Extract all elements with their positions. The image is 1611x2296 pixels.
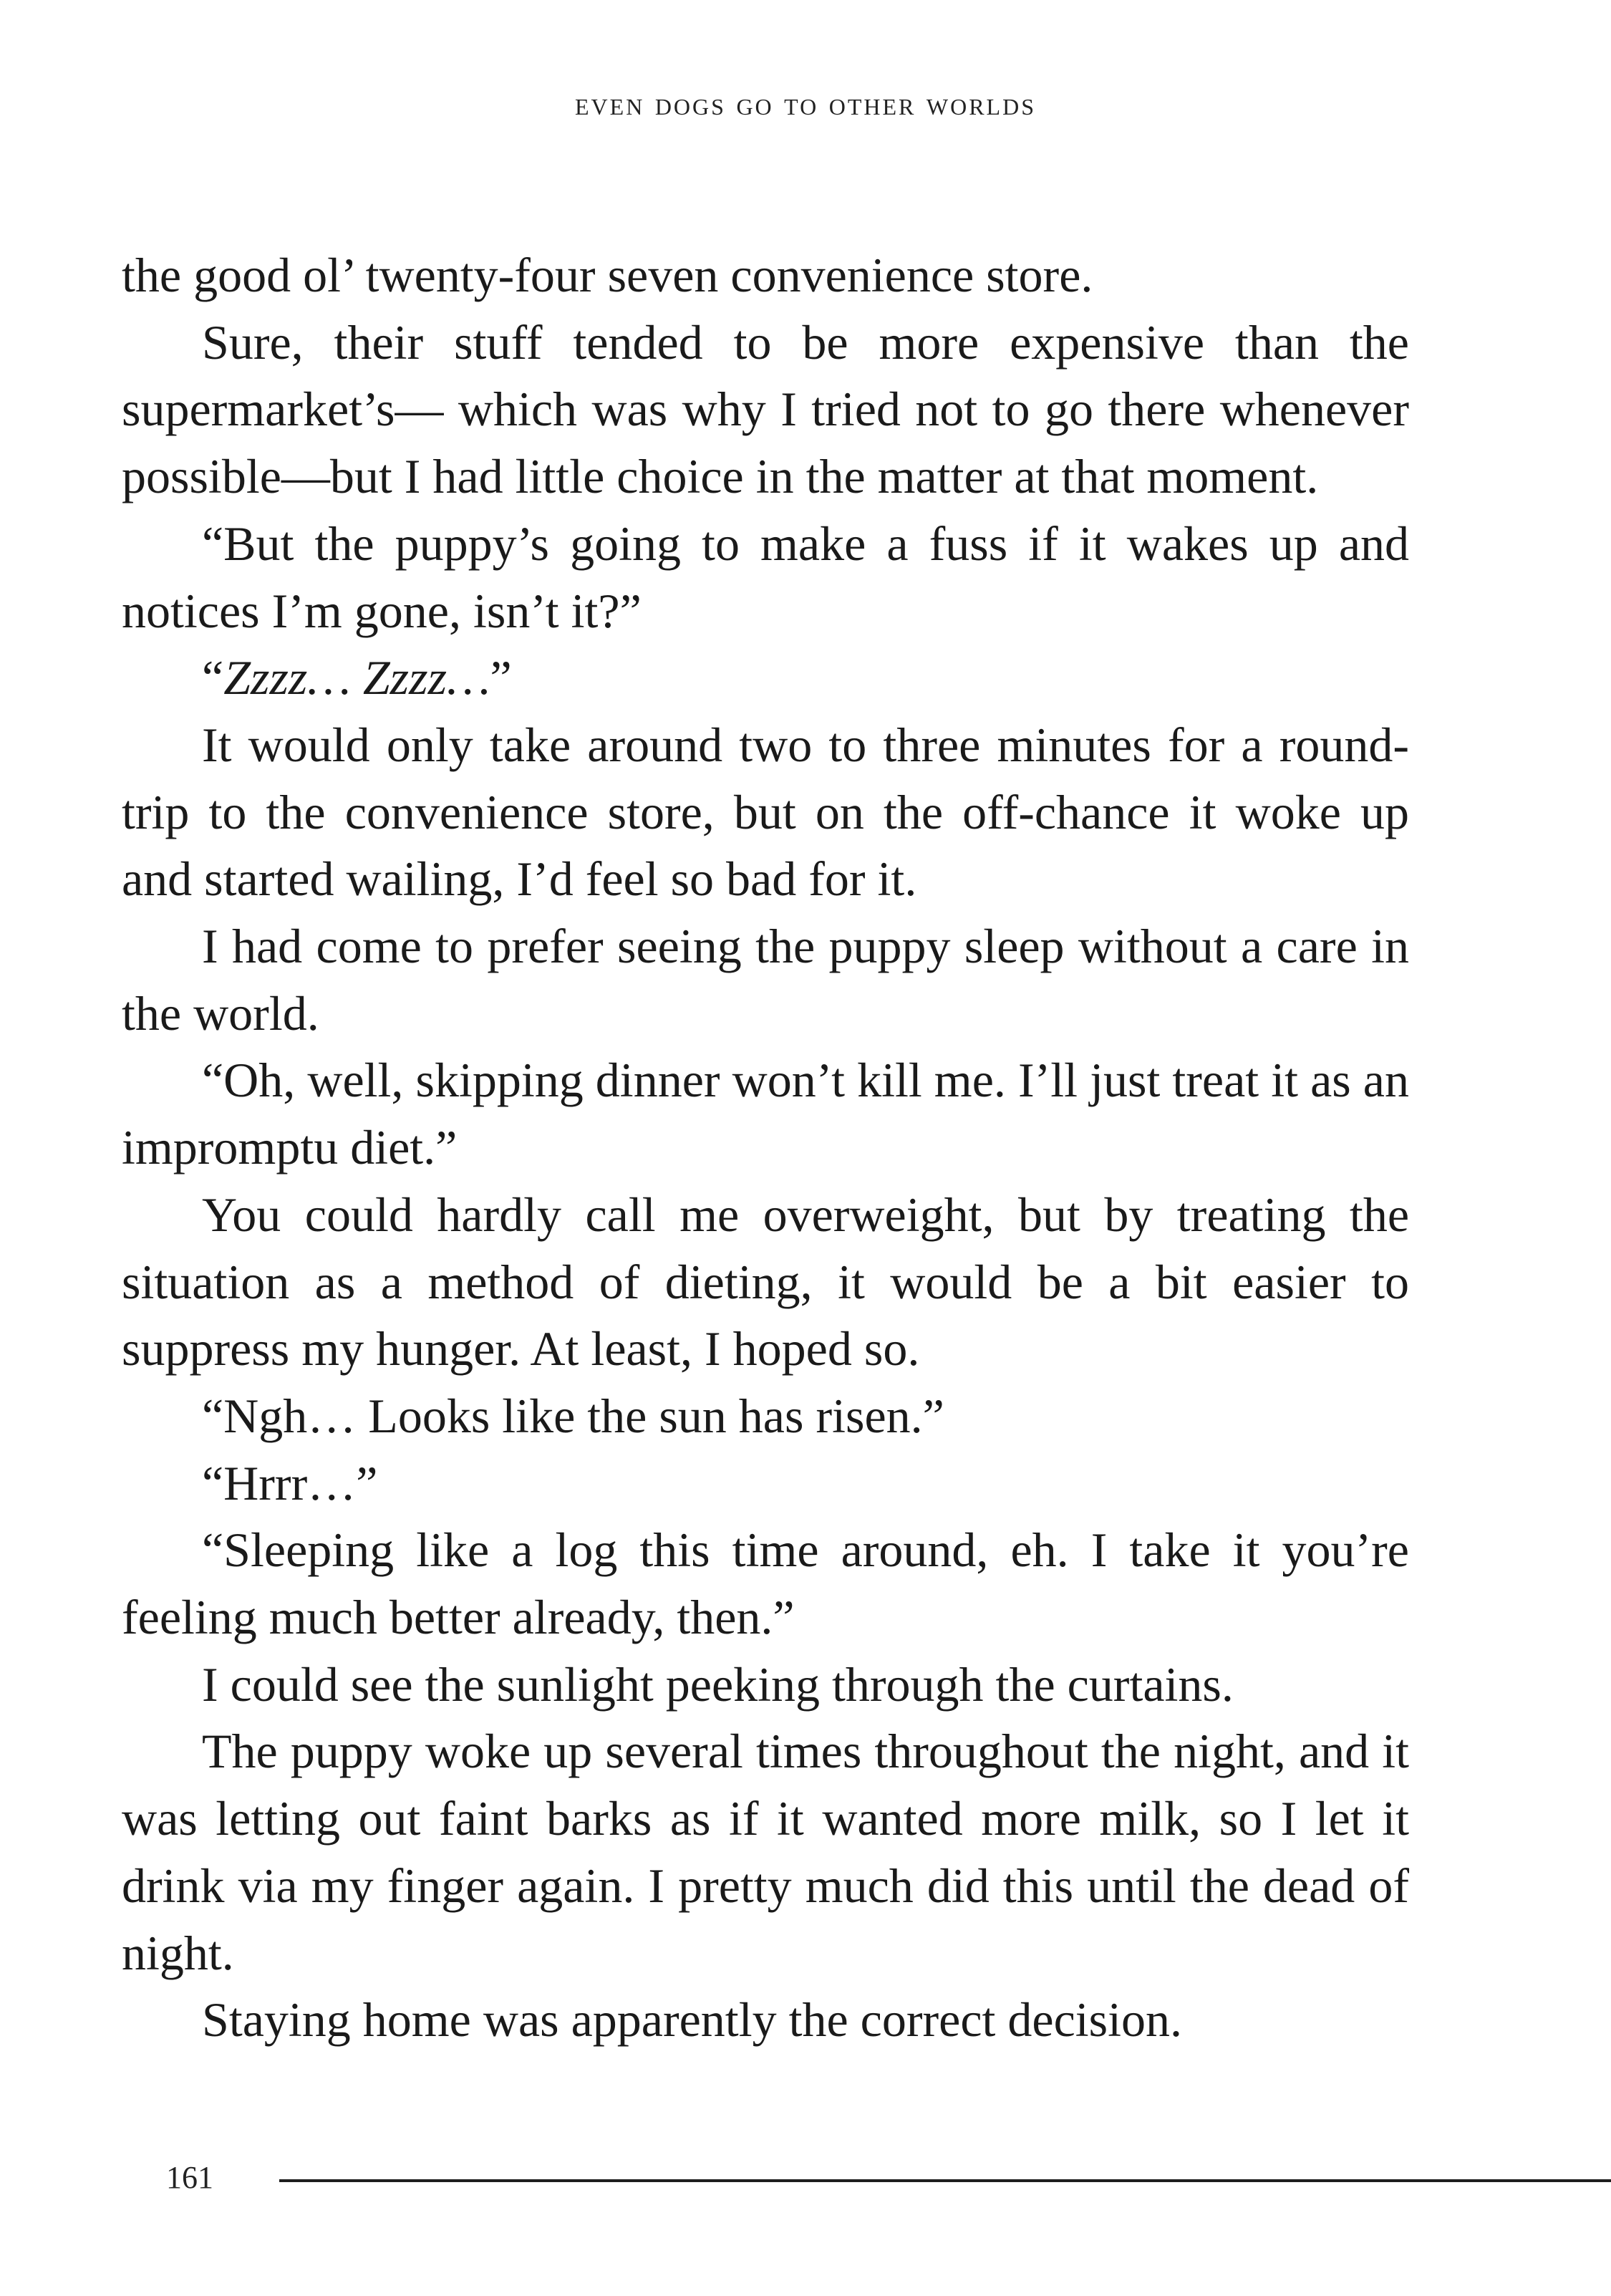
paragraph: “Hrrr…”: [202, 1455, 378, 1510]
footer-rule-divider: [279, 2179, 1611, 2182]
paragraph: I had come to prefer seeing the puppy sleep without a care in the world.: [122, 919, 1409, 1041]
open-quote: “: [202, 650, 224, 705]
paragraph: the good ol’ twenty-four seven convenience store.: [122, 248, 1093, 302]
close-quote: ”: [490, 650, 512, 705]
paragraph: It would only take around two to three minutes for a round-trip to the convenience store, but on the off-chance it woke up and started wailing, I’d feel so bad for it.: [122, 717, 1409, 907]
paragraph: “Oh, well, skipping dinner won’t kill me. I’ll just treat it as an impromptu diet.”: [122, 1053, 1409, 1175]
running-head: even dogs go to other worlds: [575, 85, 1036, 122]
paragraph: Staying home was apparently the correct decision.: [202, 1992, 1182, 2047]
body-text: [122, 242, 1409, 2054]
paragraph: “Sleeping like a log this time around, eh. I take it you’re feeling much better already, then.”: [122, 1523, 1409, 1645]
paragraph: Sure, their stuff tended to be more expensive than the supermarket’s— which was why I tried not to go there whenever possible—but I had little choice in the matter at that moment.: [122, 314, 1409, 504]
paragraph: “But the puppy’s going to make a fuss if it wakes up and notices I’m gone, isn’t it?”: [122, 516, 1409, 638]
paragraph: You could hardly call me overweight, but by treating the situation as a method of dieting, it would be a bit easier to suppress my hunger. At least, I hoped so.: [122, 1187, 1409, 1376]
paragraph-italic-dialogue: [122, 645, 1409, 712]
paragraph: I could see the sunlight peeking through the curtains.: [202, 1656, 1234, 1712]
paragraph: “Ngh… Looks like the sun has risen.”: [202, 1388, 944, 1443]
paragraph: The puppy woke up several times throughout the night, and it was letting out faint barks as if it wanted more milk, so I let it drink via my finger again. I pretty much did this until the dead of night.: [122, 1724, 1409, 1980]
page-number: 161: [166, 2160, 213, 2195]
italic-snoring-text: Zzzz… Zzzz…: [223, 650, 490, 705]
